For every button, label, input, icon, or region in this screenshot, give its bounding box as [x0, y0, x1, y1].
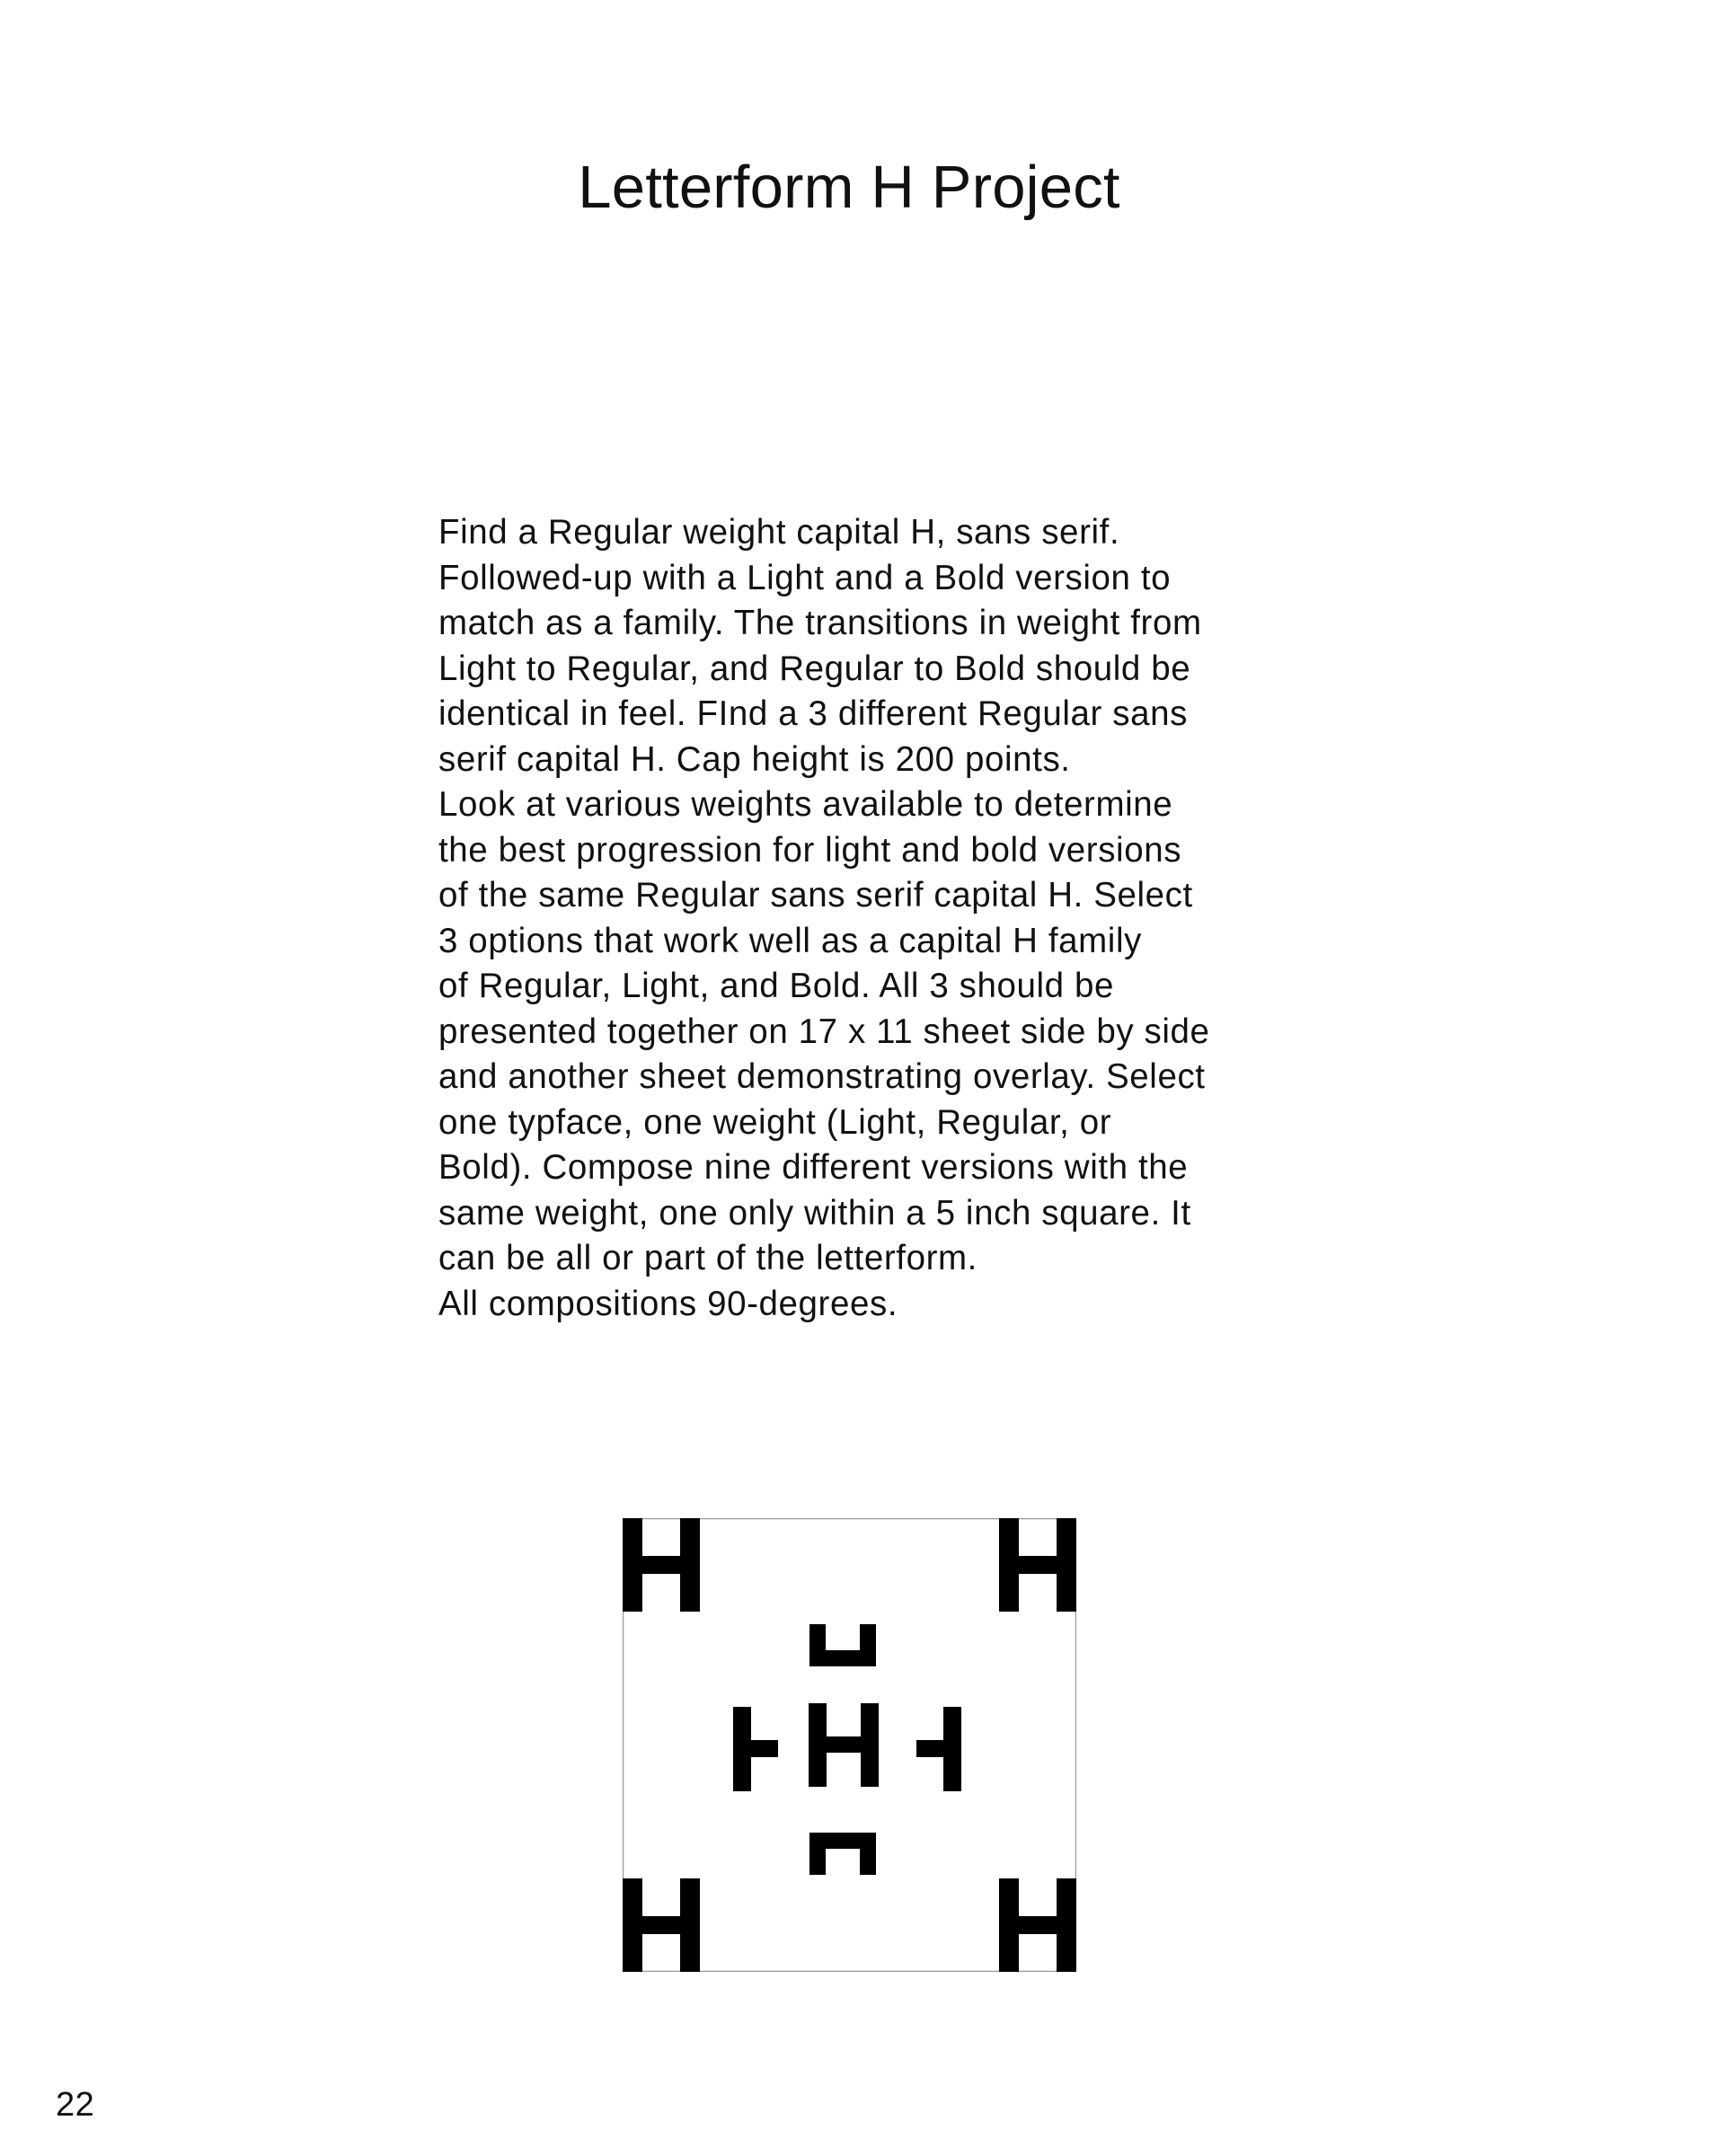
- body-line: and another sheet demonstrating overlay. Select: [438, 1057, 1206, 1096]
- page-title: Letterform H Project: [578, 154, 1120, 221]
- page-number: 22: [56, 2086, 95, 2124]
- body-line: one typface, one weight (Light, Regular, or: [438, 1102, 1112, 1142]
- body-line: the best progression for light and bold versions: [438, 830, 1182, 870]
- h-composition-figure: [623, 1518, 1076, 1972]
- body-line: Light to Regular, and Regular to Bold should be: [438, 649, 1191, 688]
- body-line: of the same Regular sans serif capital H. Select: [438, 876, 1193, 915]
- body-paragraph: [438, 510, 1337, 1327]
- body-line: All compositions 90-degrees.: [438, 1284, 898, 1323]
- body-line: presented together on 17 x 11 sheet side by side: [438, 1012, 1210, 1051]
- body-line: of Regular, Light, and Bold. All 3 should be: [438, 967, 1114, 1005]
- body-line: identical in feel. FInd a 3 different Regular sans: [438, 694, 1188, 733]
- body-line: same weight, one only within a 5 inch square. It: [438, 1193, 1191, 1233]
- body-line: Find a Regular weight capital H, sans serif.: [438, 513, 1120, 552]
- body-line: match as a family. The transitions in weight from: [438, 604, 1202, 642]
- body-line: Bold). Compose nine different versions with the: [438, 1148, 1189, 1187]
- body-line: 3 options that work well as a capital H family: [438, 921, 1142, 960]
- body-line: Followed-up with a Light and a Bold version to: [438, 558, 1172, 597]
- body-line: can be all or part of the letterform.: [438, 1239, 978, 1277]
- body-line: serif capital H. Cap height is 200 points.: [438, 739, 1071, 779]
- h-composition-svg: [623, 1518, 1076, 1972]
- body-line: Look at various weights available to determine: [438, 785, 1173, 824]
